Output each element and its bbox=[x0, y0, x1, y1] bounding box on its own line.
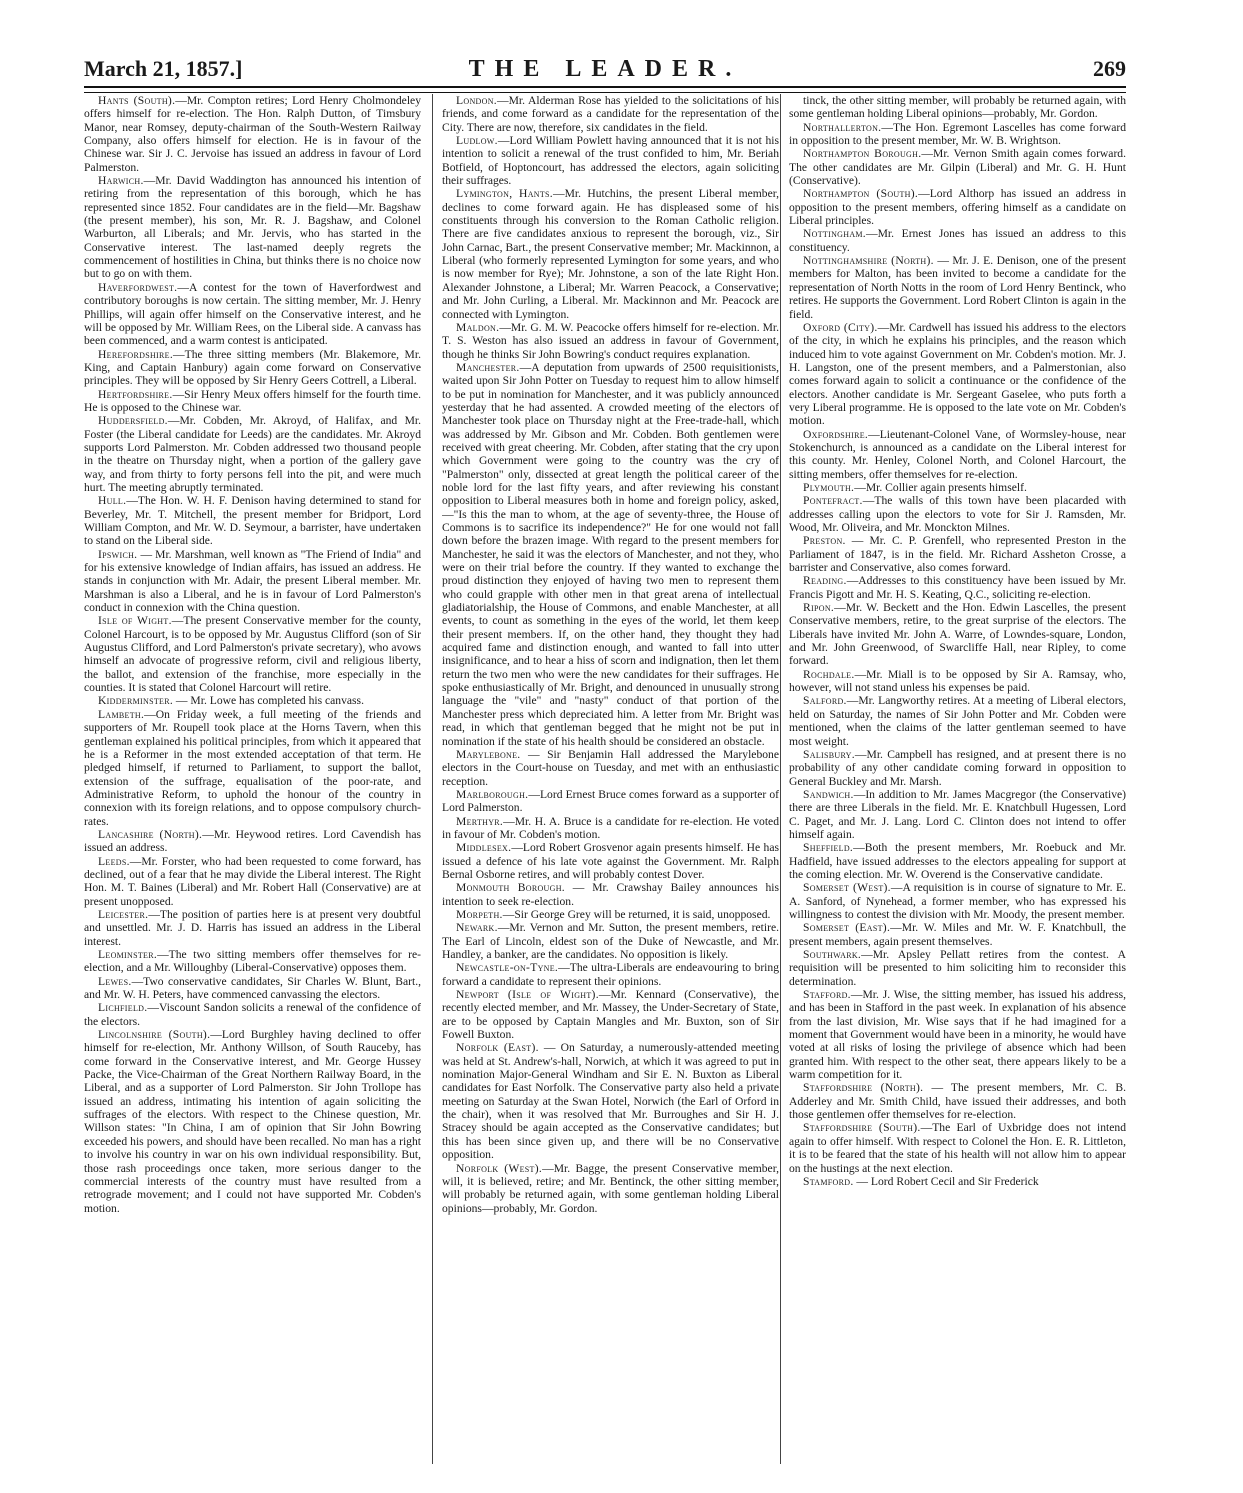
constituency-name: Somerset (West). bbox=[803, 881, 891, 895]
election-paragraph bbox=[442, 361, 779, 748]
constituency-name: Ludlow. bbox=[456, 134, 498, 148]
election-paragraph bbox=[84, 94, 421, 174]
paragraph-text: —Lord Ernest Bruce comes forward as a supporter of Lord Palmerston. bbox=[442, 787, 779, 815]
election-paragraph bbox=[789, 227, 1126, 254]
paragraph-text: —Mr. G. M. W. Peacocke offers himself for re-election. Mr. T. S. Weston has also issued an address in favour of Government, though he thinks Sir John Bowring's conduct requires explanation. bbox=[442, 320, 779, 361]
paragraph-text: —On Friday week, a full meeting of the friends and supporters of Mr. Roupell took place at the Horns Tavern, when this gentleman explained his political principles, from which it appeared that he is a Reformer in the most extended acceptation of that term. He pledged himself, if returned to Parliament, to support the ballot, extension of the suffrage, equalisation of the poor-rate, and Administrative Reform, to uphold the honour of the country in connexion with its foreign relations, and to oppose compulsory church-rates. bbox=[84, 707, 421, 828]
election-paragraph bbox=[789, 1081, 1126, 1121]
paragraph-text: —Mr. Alderman Rose has yielded to the solicitations of his friends, and come forward as a candidate for the representation of the City. There are now, therefore, six candidates in the field. bbox=[442, 94, 779, 134]
election-paragraph bbox=[442, 788, 779, 815]
paragraph-text: —Mr. Ernest Jones has issued an address to this constituency. bbox=[789, 227, 1126, 254]
election-paragraph bbox=[442, 94, 779, 134]
election-paragraph bbox=[789, 254, 1126, 321]
election-paragraph bbox=[789, 841, 1126, 881]
paragraph-text: —Mr. Apsley Pellatt retires from the contest. A requisition will be presented to him soliciting him to reconsider this determination. bbox=[789, 948, 1126, 988]
paragraph-text: —The ultra-Liberals are endeavouring to bring forward a candidate to represent their opinions. bbox=[442, 961, 779, 988]
paragraph-text: —Mr. W. Miles and Mr. W. F. Knatchbull, the present members, again present themselves. bbox=[789, 921, 1126, 948]
constituency-name: Marlborough. bbox=[456, 787, 529, 801]
constituency-name: Oxfordshire. bbox=[803, 427, 869, 441]
constituency-name: Newcastle-on-Tyne. bbox=[456, 961, 559, 975]
paragraph-text: —Mr. Collier again presents himself. bbox=[854, 480, 1027, 494]
constituency-name: Merthyr. bbox=[456, 814, 504, 828]
election-paragraph bbox=[84, 174, 421, 281]
constituency-name: Huddersfield. bbox=[98, 414, 168, 428]
constituency-name: Herefordshire. bbox=[98, 347, 174, 361]
election-paragraph bbox=[84, 388, 421, 415]
election-paragraph bbox=[84, 348, 421, 388]
election-paragraph bbox=[789, 574, 1126, 601]
constituency-name: Maldon. bbox=[456, 320, 500, 334]
election-paragraph bbox=[84, 708, 421, 828]
election-paragraph bbox=[84, 908, 421, 948]
constituency-name: Southwark. bbox=[803, 948, 862, 961]
election-paragraph bbox=[789, 988, 1126, 1081]
constituency-name: Staffordshire (South). bbox=[803, 1121, 921, 1135]
column-divider bbox=[780, 94, 781, 1464]
election-paragraph bbox=[84, 828, 421, 855]
paragraph-text: —Mr. Vernon and Mr. Sutton, the present members, retire. The Earl of Lincoln, eldest son of the Duke of Newcastle, and Mr. Handley, a banker, are the candidates. No opposition is likely. bbox=[442, 921, 779, 961]
constituency-name: Preston. bbox=[803, 534, 846, 548]
election-paragraph bbox=[442, 908, 779, 921]
constituency-name: Leeds. bbox=[98, 854, 130, 868]
paragraph-text: —The Hon. Egremont Lascelles has come forward in opposition to the present member, Mr. W. B. Wrightson. bbox=[789, 120, 1126, 148]
constituency-name: Nottinghamshire (North). bbox=[803, 254, 934, 268]
paragraph-text: —Mr. Compton retires; Lord Henry Cholmondeley offers himself for re-election. The Hon. Ralph Dutton, of Timsbury Manor, near Romsey, deputy-chairman of the South-Western Railway Company, also offers himself for election. He is in favour of the Chinese war. Sir J. C. Jervoise has issued an address in favour of Lord Palmerston. bbox=[84, 94, 421, 174]
election-paragraph bbox=[84, 855, 421, 908]
paragraph-text: —The three sitting members (Mr. Blakemore, Mr. King, and Captain Hanbury) again come forward on Conservative principles. They will be opposed by Sir Henry Geers Cottrell, a Liberal. bbox=[84, 347, 421, 388]
election-paragraph bbox=[789, 187, 1126, 227]
paragraph-text: —The position of parties here is at present very doubtful and unsettled. Mr. J. D. Harris has issued an address in the Liberal interest. bbox=[84, 907, 421, 948]
election-paragraph bbox=[442, 1041, 779, 1161]
election-paragraph bbox=[789, 494, 1126, 534]
election-paragraph bbox=[442, 748, 779, 788]
election-paragraph bbox=[84, 1028, 421, 1215]
constituency-name: Isle of Wight. bbox=[98, 614, 172, 628]
constituency-name: Leominster. bbox=[98, 948, 158, 961]
constituency-name: Lewes. bbox=[98, 974, 132, 988]
paragraph-text: —The Hon. W. H. F. Denison having determined to stand for Beverley, Mr. T. Mitchell, the present member for Bridport, Lord William Compton, and Mr. W. D. Seymour, a barrister, have undertaken to stand on the Liberal side. bbox=[84, 494, 421, 548]
paragraph-text: — Mr. Marshman, well known as "The Friend of India" and for his extensive knowledge of Indian affairs, has issued an address. He stands in conjunction with Mr. Adair, the present Liberal member. Mr. Marshman is also a Liberal, and he is in favour of Lord Palmerston's conduct in connexion with the China question. bbox=[84, 547, 421, 615]
constituency-name: Lichfield. bbox=[98, 1001, 148, 1015]
election-paragraph bbox=[84, 614, 421, 694]
paragraph-text: —Lord Burghley having declined to offer himself for re-election, Mr. Anthony Willson, of South Rauceby, has come forward in the Conservative interest, and Mr. George Hussey Packe, the Vice-Chairman of the Great Northern Railway Board, in the Liberal, and as a supporter of Lord Palmerston. Sir John Trollope has issued an address, intimating his intention of again soliciting the suffrages of the electors. With respect to the Chinese question, Mr. Willson states: "In China, I am of opinion that Sir John Bowring exceeded his powers, and should have been recalled. No man has a right to involve his country in war on his own individual responsibility. But, those rash proceedings once taken, more serious danger to the commercial interests of the country must have resulted from a retrograde movement; and I could not have supported Mr. Cobden's motion. bbox=[84, 1028, 421, 1215]
election-paragraph bbox=[442, 881, 779, 908]
constituency-name: Staffordshire (North). bbox=[803, 1081, 924, 1095]
paragraph-text: tinck, the other sitting member, will probably be returned again, with some gentleman holding Liberal opinions—probably, Mr. Gordon. bbox=[789, 94, 1126, 121]
election-paragraph bbox=[442, 134, 779, 187]
paragraph-text: —Mr. Kennard (Conservative), the recently elected member, and Mr. Massey, the Under-Secretary of State, are to be opposed by Captain Mangles and Mr. Buxton, son of Sir Fowell Buxton. bbox=[442, 988, 779, 1042]
text-column-1 bbox=[84, 94, 421, 1464]
paragraph-text: —Mr. H. A. Bruce is a candidate for re-election. He voted in favour of Mr. Cobden's motion. bbox=[442, 814, 779, 841]
paragraph-text: —The two sitting members offer themselves for re-election, and a Mr. Willoughby (Liberal-Conservative) opposes them. bbox=[84, 948, 421, 975]
page-header bbox=[84, 56, 1126, 86]
constituency-name: Hull. bbox=[98, 494, 127, 508]
paragraph-text: —Mr. J. Wise, the sitting member, has issued his address, and has been in Stafford in the past week. In explanation of his absence from the last division, Mr. Wise says that if he had imagined for a moment that Government would have been in a minority, he would have voted at all risks of losing the privilege of absence which had been granted him. With respect to the other seat, there appears likely to be a warm competition for it. bbox=[789, 988, 1126, 1082]
constituency-name: Lymington, Hants. bbox=[456, 187, 553, 201]
election-paragraph bbox=[84, 975, 421, 1002]
constituency-name: London. bbox=[456, 94, 497, 107]
text-column-3 bbox=[789, 94, 1126, 1464]
constituency-name: Rochdale. bbox=[803, 667, 855, 681]
constituency-name: Manchester. bbox=[456, 360, 520, 374]
paragraph-text: —A deputation from upwards of 2500 requisitionists, waited upon Sir John Potter on Tuesday to request him to allow himself to be put in nomination for Manchester, and it was publicly announced yesterday that he had assented. A crowded meeting of the electors of Manchester took place on Thursday night at the Free-trade-hall, which was addressed by Mr. Gibson and Mr. Cobden. Both gentlemen were received with great cheering. Mr. Cobden, after stating that the cry upon which Government were going to the country was the cry of "Palmerston" only, dissected at great length the political career of the noble lord for the last fifty years, and after reviewing his constant opposition to Liberal measures both in home and foreign policy, asked, —"Is this the man to whom, at the age of seventy-three, the House of Commons is to sacrifice its independence?" He for one would not fall down before the brazen image. With regard to the present members for Manchester, he said it was the electors of Manchester, and not they, who were on their trial before the country. If they wanted to exchange the proud distinction they enjoyed of having two men to represent them who could grapple with other men in that great arena of intellectual gladiatorialship, the House of Commons, and enable Manchester, at all events, to count as something in the eyes of the world, let them keep their present members. If, on the other hand, they thought they had acquired fame and distinction enough, and wanted to fall into utter insignificance, and to hear a hiss of scorn and indignation, then let them return the two men who were the new candidates for their suffrages. He spoke enthusiastically of Mr. Bright, and denounced in unusually strong language the "vile" and "nasty" conduct of that portion of the Manchester press which depreciated him. A letter from Mr. Bright was read, in which that gentleman begged that he might not be put in nomination if the state of his health should be considered an obstacle. bbox=[442, 360, 779, 748]
constituency-name: Lancashire (North). bbox=[98, 827, 203, 841]
election-paragraph bbox=[442, 321, 779, 361]
constituency-name: Sandwich. bbox=[803, 787, 854, 801]
paragraph-text: — Mr. Lowe has completed his canvass. bbox=[173, 694, 364, 708]
newspaper-title: THE LEADER. bbox=[468, 56, 742, 82]
constituency-name: Salford. bbox=[803, 694, 847, 708]
paragraph-text: —Mr. Cobden, Mr. Akroyd, of Halifax, and Mr. Foster (the Liberal candidate for Leeds) are the candidates. Mr. Akroyd supports Lord Palmerston. Mr. Cobden addressed two thousand people in the theatre on Thursday night, when a portion of the gallery gave way, and from thirty to forty persons fell into the pit, and were much hurt. The meeting abruptly terminated. bbox=[84, 414, 421, 494]
paragraph-text: —Addresses to this constituency have been issued by Mr. Francis Pigott and Mr. H. S. Keating, Q.C., soliciting re-election. bbox=[789, 574, 1126, 601]
paragraph-text: — On Saturday, a numerously-attended meeting was held at St. Andrew's-hall, Norwich, at which it was agreed to put in nomination Major-General Windham and Sir E. N. Buxton as Liberal candidates for East Norfolk. The Conservative party also held a private meeting on Saturday at the Swan Hotel, Norwich (the Earl of Orford in the chair), when it was resolved that Mr. Burroughes and Sir H. J. Stracey should be again accepted as the Conservative candidates; but this has been since given up, and there will be no Conservative opposition. bbox=[442, 1041, 779, 1162]
election-paragraph bbox=[84, 494, 421, 547]
paragraph-text: —Two conservative candidates, Sir Charles W. Blunt, Bart., and Mr. W. H. Peters, have commenced canvassing the electors. bbox=[84, 974, 421, 1002]
paragraph-text: —Mr. Heywood retires. Lord Cavendish has issued an address. bbox=[84, 827, 421, 855]
constituency-name: Lambeth. bbox=[98, 707, 145, 721]
election-paragraph bbox=[442, 815, 779, 842]
election-paragraph bbox=[789, 1121, 1126, 1174]
paragraph-text: —A contest for the town of Haverfordwest and contributory boroughs is now certain. The sitting member, Mr. J. Henry Phillips, will again offer himself on the Conservative interest, and he will be opposed by Mr. William Rees, on the Liberal side. A canvass has been commenced, and a warm contest is anticipated. bbox=[84, 280, 421, 348]
paragraph-text: — Mr. C. P. Grenfell, who represented Preston in the Parliament of 1847, is in the field. Mr. Richard Assheton Crosse, a barrister and Conservative, also comes forward. bbox=[789, 534, 1126, 575]
paragraph-text: —Lieutenant-Colonel Vane, of Wormsley-house, near Stokenchurch, is announced as a candidate on the Liberal interest for this county. Mr. Henley, Colonel North, and Colonel Harcourt, the sitting members, offer themselves for re-election. bbox=[789, 427, 1126, 481]
issue-date: March 21, 1857.] bbox=[84, 56, 243, 81]
paragraph-text: —The Earl of Uxbridge does not intend again to offer himself. With respect to Colonel the Hon. E. R. Littleton, it is to be feared that the state of his health will not allow him to appear on the hustings at the next election. bbox=[789, 1121, 1126, 1175]
constituency-name: Reading. bbox=[803, 574, 847, 588]
constituency-name: Lincolnshire (South). bbox=[98, 1028, 211, 1042]
paragraph-text: —In addition to Mr. James Macgregor (the Conservative) there are three Liberals in the field. Mr. E. Knatchbull Hugessen, Lord C. Paget, and Mr. J. Lang. Lord C. Clinton does not intend to offer himself again. bbox=[789, 787, 1126, 841]
paragraph-text: — Mr. Crawshay Bailey announces his intention to seek re-election. bbox=[442, 881, 779, 908]
constituency-name: Oxford (City). bbox=[803, 320, 878, 334]
constituency-name: Northampton Borough. bbox=[803, 147, 922, 161]
election-paragraph bbox=[789, 881, 1126, 921]
constituency-name: Ipswich. bbox=[98, 547, 138, 561]
paragraph-text: —Lord Althorp has issued an address in opposition to the present members, offering himself as a candidate on Liberal principles. bbox=[789, 187, 1126, 228]
election-paragraph bbox=[789, 94, 1126, 121]
constituency-name: Hants (South). bbox=[98, 94, 176, 107]
paragraph-text: —Mr. Campbell has resigned, and at present there is no probability of any other candidate coming forward in opposition to General Buckley and Mr. Marsh. bbox=[789, 747, 1126, 788]
paragraph-text: —Both the present members, Mr. Roebuck and Mr. Hadfield, have issued addresses to the electors appealing for support at the coming election. Mr. W. Overend is the Conservative candidate. bbox=[789, 841, 1126, 881]
paragraph-text: —Sir Henry Meux offers himself for the fourth time. He is opposed to the Chinese war. bbox=[84, 387, 421, 414]
paragraph-text: — Sir Benjamin Hall addressed the Marylebone electors in the Court-house on Tuesday, and met with an enthusiastic reception. bbox=[442, 747, 779, 788]
paragraph-text: —Mr. Miall is to be opposed by Sir A. Ramsay, who, however, will not stand unless his expenses be paid. bbox=[789, 667, 1126, 695]
header-rule bbox=[84, 86, 1126, 93]
paragraph-text: — The present members, Mr. C. B. Adderley and Mr. Smith Child, have issued their addresses, and both those gentlemen offer themselves for re-election. bbox=[789, 1081, 1126, 1122]
paragraph-text: —Mr. Cardwell has issued his address to the electors of the city, in which he explains his principles, and the reason which induced him to vote against Government on Mr. Cobden's motion. Mr. J. H. Langston, one of the present members, and a Palmerstonian, also comes forward again to solicit a continuance or the confidence of the electors. Another candidate is Mr. Sergeant Gaselee, who puts forth a very Liberal programme. He is opposed to the late vote on Mr. Cobden's motion. bbox=[789, 320, 1126, 428]
election-paragraph bbox=[84, 281, 421, 348]
constituency-name: Stamford. bbox=[803, 1174, 854, 1188]
election-paragraph bbox=[789, 921, 1126, 948]
paragraph-text: —Mr. Hutchins, the present Liberal member, declines to come forward again. He has displeased some of his constituents through his conversion to the Roman Catholic religion. There are five candidates anxious to represent the borough, viz., Sir John Carnac, Bart., the present Conservative member; Mr. Mackinnon, a Liberal (who formerly represented Lymington for some years, and who is now member for Rye); Mr. Johnstone, a son of the late Right Hon. Alexander Johnstone, a Liberal; Mr. Warren Peacock, a Conservative; and Mr. John Curling, a Liberal. Mr. Mackinnon and Mr. Peacock are connected with Lymington. bbox=[442, 187, 779, 321]
election-paragraph bbox=[789, 668, 1126, 695]
election-paragraph bbox=[84, 948, 421, 975]
election-paragraph bbox=[442, 988, 779, 1041]
paragraph-text: —Mr. Bagge, the present Conservative member, will, it is believed, retire; and Mr. Bentinck, the other sitting member, will probably be returned again, with some gentleman holding Liberal opinions—probably, Mr. Gordon. bbox=[442, 1161, 779, 1215]
election-paragraph bbox=[789, 788, 1126, 841]
election-paragraph bbox=[84, 414, 421, 494]
constituency-name: Marylebone. bbox=[456, 747, 521, 761]
paragraph-text: — Mr. J. E. Denison, one of the present members for Malton, has been invited to become a candidate for the representation of North Notts in the room of Lord Henry Bentinck, who retires. He supports the Government. Lord Robert Clinton is again in the field. bbox=[789, 254, 1126, 321]
election-paragraph bbox=[789, 534, 1126, 574]
constituency-name: Plymouth. bbox=[803, 480, 855, 494]
constituency-name: Stafford. bbox=[803, 988, 851, 1002]
paragraph-text: —Mr. David Waddington has announced his intention of retiring from the representation of this borough, which he has represented since 1852. Four candidates are in the field—Mr. Bagshaw (the present member), his son, Mr. R. J. Bagshaw, and Colonel Warburton, all Liberals; and Mr. Jervis, who has started in the Conservative interest. The last-named deeply regrets the commencement of hostilities in China, but thinks there is no choice now but to go on with them. bbox=[84, 174, 421, 281]
election-paragraph bbox=[789, 147, 1126, 187]
election-paragraph bbox=[442, 187, 779, 320]
constituency-name: Sheffield. bbox=[803, 841, 854, 855]
paragraph-text: —Mr. Langworthy retires. At a meeting of Liberal electors, held on Saturday, the names of Sir John Potter and Mr. Cobden were mentioned, when the claims of the latter gentleman seemed to have most weight. bbox=[789, 694, 1126, 748]
paragraph-text: —Mr. Vernon Smith again comes forward. The other candidates are Mr. Gilpin (Liberal) and Mr. G. H. Hunt (Conservative). bbox=[789, 147, 1126, 188]
election-paragraph bbox=[84, 548, 421, 615]
election-paragraph bbox=[84, 694, 421, 707]
constituency-name: Nottingham. bbox=[803, 227, 867, 241]
page-number: 269 bbox=[1093, 56, 1126, 81]
constituency-name: Hertfordshire. bbox=[98, 387, 173, 401]
constituency-name: Somerset (East). bbox=[803, 921, 891, 935]
election-paragraph bbox=[442, 921, 779, 961]
constituency-name: Kidderminster. bbox=[98, 694, 174, 708]
election-paragraph bbox=[442, 961, 779, 988]
constituency-name: Leicester. bbox=[98, 907, 149, 921]
constituency-name: Harwich. bbox=[98, 174, 144, 188]
election-paragraph bbox=[442, 1162, 779, 1215]
constituency-name: Newark. bbox=[456, 921, 498, 935]
election-paragraph bbox=[789, 481, 1126, 494]
election-paragraph bbox=[789, 321, 1126, 428]
election-paragraph bbox=[789, 121, 1126, 148]
election-paragraph bbox=[789, 1175, 1126, 1188]
constituency-name: Haverfordwest. bbox=[98, 280, 178, 294]
paragraph-text: —The walls of this town have been placarded with addresses calling upon the electors to vote for Sir J. Ramsden, Mr. Wood, Mr. Oliveira, and Mr. Monckton Milnes. bbox=[789, 494, 1126, 534]
paragraph-text: — Lord Robert Cecil and Sir Frederick bbox=[853, 1174, 1039, 1188]
paragraph-text: —Viscount Sandon solicits a renewal of the confidence of the electors. bbox=[84, 1001, 421, 1028]
election-paragraph bbox=[789, 428, 1126, 481]
constituency-name: Morpeth. bbox=[456, 907, 503, 921]
constituency-name: Middlesex. bbox=[456, 841, 512, 855]
constituency-name: Norfolk (East). bbox=[456, 1041, 539, 1055]
election-paragraph bbox=[442, 841, 779, 881]
election-paragraph bbox=[789, 601, 1126, 668]
election-paragraph bbox=[789, 948, 1126, 988]
paragraph-text: —Lord William Powlett having announced that it is not his intention to solicit a renewal of the trust confided to him, Mr. Beriah Botfield, of Hoptoncourt, has addressed the electors, again soliciting their suffrages. bbox=[442, 134, 779, 188]
constituency-name: Newport (Isle of Wight). bbox=[456, 988, 599, 1002]
constituency-name: Pontefract. bbox=[803, 494, 863, 508]
constituency-name: Northallerton. bbox=[803, 120, 882, 134]
paragraph-text: —Mr. W. Beckett and the Hon. Edwin Lascelles, the present Conservative members, retire, to the great surprise of the electors. The Liberals have invited Mr. John A. Warre, of Lowndes-square, London, and Mr. John Greenwood, of Swarcliffe Hall, near Ripley, to come forward. bbox=[789, 601, 1126, 668]
election-paragraph bbox=[84, 1001, 421, 1028]
paragraph-text: —A requisition is in course of signature to Mr. E. A. Sanford, of Nynehead, a former member, who has expressed his willingness to contest the division with Mr. Moody, the present member. bbox=[789, 881, 1126, 921]
constituency-name: Northampton (South). bbox=[803, 187, 919, 201]
text-column-2 bbox=[442, 94, 779, 1464]
constituency-name: Ripon. bbox=[803, 601, 835, 615]
election-paragraph bbox=[789, 748, 1126, 788]
constituency-name: Norfolk (West). bbox=[456, 1161, 543, 1175]
paragraph-text: —Sir George Grey will be returned, it is said, unopposed. bbox=[502, 907, 771, 921]
paragraph-text: —The present Conservative member for the county, Colonel Harcourt, is to be opposed by Mr. Augustus Clifford (son of Sir Augustus Clifford, and Lord Palmerston's private secretary), who avows himself an advocate of progressive reform, civil and religious liberty, the ballot, and extension of the franchise, more especially in the counties. It is stated that Colonel Harcourt will retire. bbox=[84, 614, 421, 695]
paragraph-text: —Lord Robert Grosvenor again presents himself. He has issued a defence of his late vote against the Government. Mr. Ralph Bernal Osborne retires, and will probably contest Dover. bbox=[442, 841, 779, 881]
paragraph-text: —Mr. Forster, who had been requested to come forward, has declined, out of a fear that he may divide the Liberal interest. The Right Hon. M. T. Baines (Liberal) and Mr. Robert Hall (Conservative) are at present unopposed. bbox=[84, 854, 421, 908]
constituency-name: Monmouth Borough. bbox=[456, 881, 565, 895]
column-divider bbox=[432, 94, 433, 1464]
constituency-name: Salisbury. bbox=[803, 747, 855, 761]
election-paragraph bbox=[789, 694, 1126, 747]
